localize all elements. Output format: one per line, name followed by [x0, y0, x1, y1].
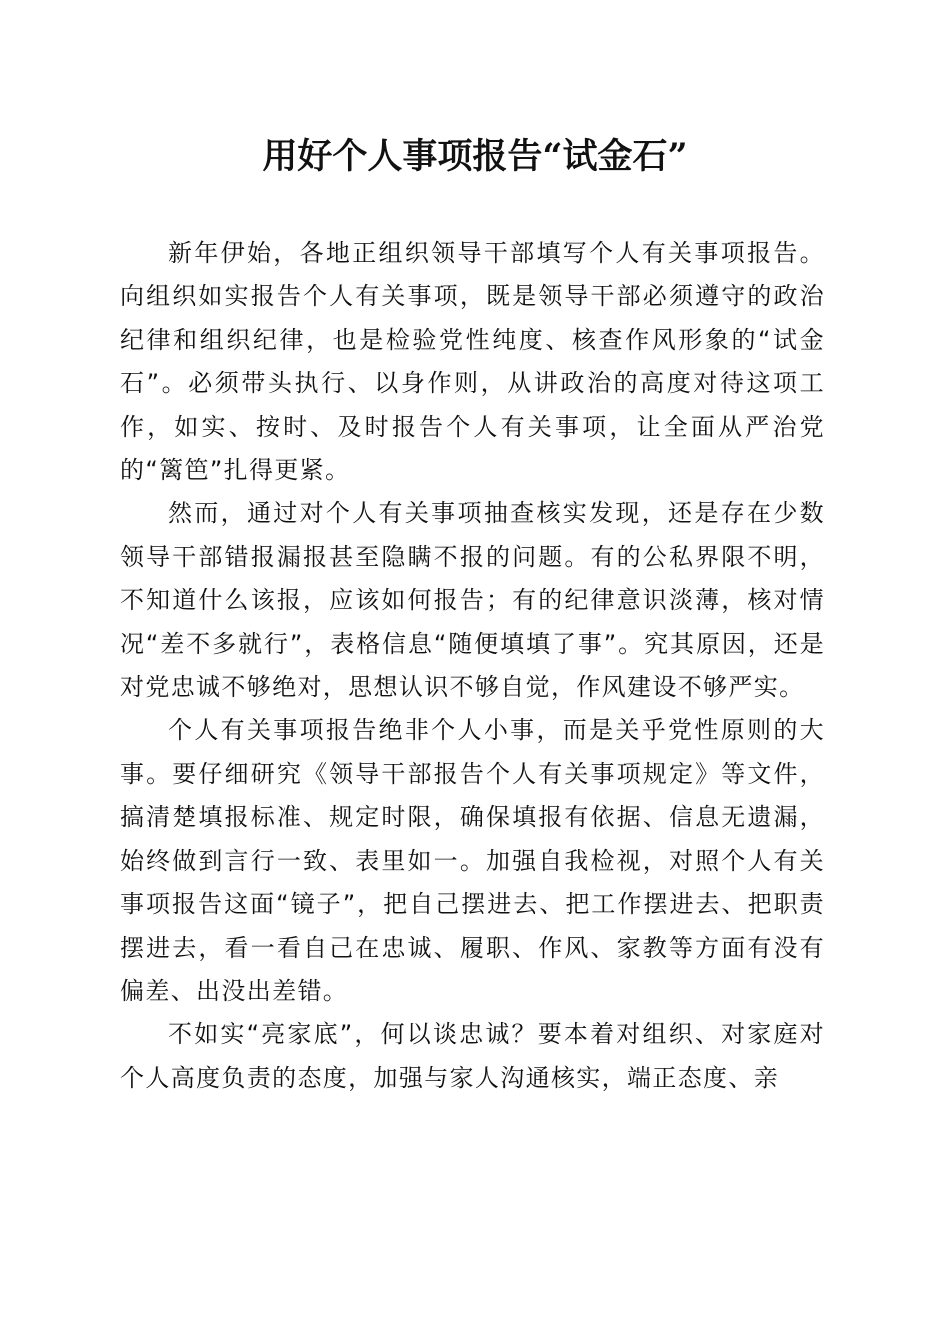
paragraph-1: 新年伊始，各地正组织领导干部填写个人有关事项报告。向组织如实报告个人有关事项，既是领导干部必须遵守的政治纪律和组织纪律，也是检验党性纯度、核查作风形象的“试金石”。必须带头执行、以身作则，从讲政治的高度对待这项工作，如实、按时、及时报告个人有关事项，让全面从严治党的“篱笆”扎得更紧。 [120, 239, 825, 485]
paragraph-3: 个人有关事项报告绝非个人小事，而是关乎党性原则的大事。要仔细研究《领导干部报告个人有关事项规定》等文件，搞清楚填报标准、规定时限，确保填报有依据、信息无遗漏，始终做到言行一致、表里如一。加强自我检视，对照个人有关事项报告这面“镜子”，把自己摆进去、把工作摆进去、把职责摆进去，看一看自己在忠诚、履职、作风、家教等方面有没有偏差、出没出差错。 [120, 716, 825, 1005]
paragraph-2: 然而，通过对个人有关事项抽查核实发现，还是存在少数领导干部错报漏报甚至隐瞒不报的问题。有的公私界限不明，不知道什么该报，应该如何报告；有的纪律意识淡薄，核对情况“差不多就行”，表格信息“随便填填了事”。究其原因，还是对党忠诚不够绝对，思想认识不够自觉，作风建设不够严实。 [120, 499, 825, 702]
document-title: 用好个人事项报告“试金石” [262, 136, 688, 177]
paragraph-4: 不如实“亮家底”，何以谈忠诚？要本着对组织、对家庭对个人高度负责的态度，加强与家人沟通核实，端正态度、亲 [120, 1020, 825, 1092]
document-body [120, 232, 825, 1100]
